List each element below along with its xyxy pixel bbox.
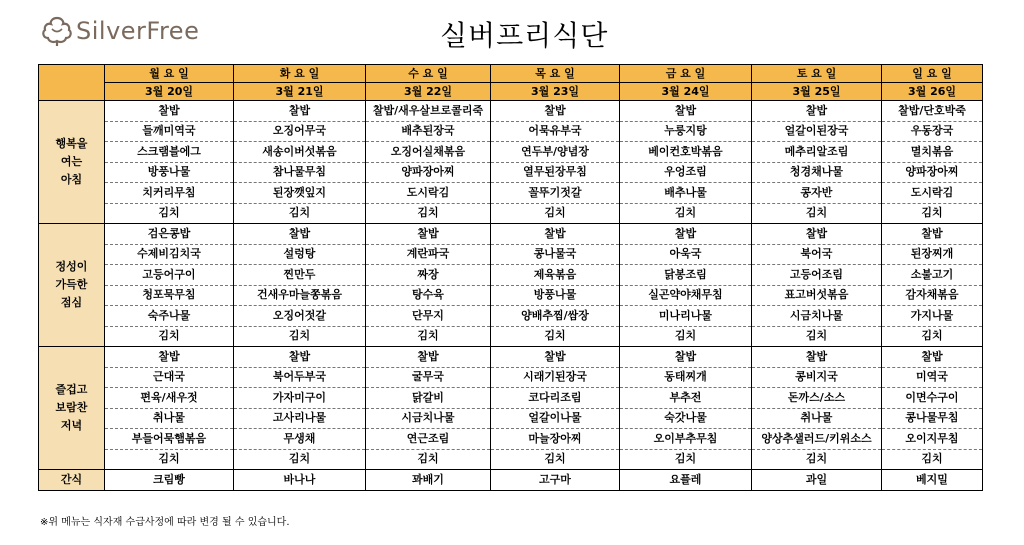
menu-item: 스크램블에그 — [105, 142, 234, 163]
meal-label-line: 보람찬 — [55, 401, 88, 414]
menu-item: 양배추찜/쌈장 — [491, 306, 620, 327]
menu-item: 얼갈이나물 — [491, 408, 620, 429]
menu-item: 양파장아찌 — [366, 162, 491, 183]
menu-item: 김치 — [752, 449, 882, 470]
menu-item: 얼갈이된장국 — [752, 121, 882, 142]
snack-item: 요플레 — [620, 470, 752, 491]
menu-item: 김치 — [491, 449, 620, 470]
menu-item: 숙갓나물 — [620, 408, 752, 429]
menu-item: 된장깻잎지 — [234, 183, 366, 204]
menu-item: 콩나물국 — [491, 244, 620, 265]
date-header: 3월 23일 — [491, 83, 620, 101]
page-header — [0, 0, 1024, 62]
menu-item: 고사리나물 — [234, 408, 366, 429]
day-header: 목 요 일 — [491, 65, 620, 83]
menu-item: 콩나물무침 — [882, 408, 983, 429]
snack-item: 크림빵 — [105, 470, 234, 491]
menu-item: 우동장국 — [882, 121, 983, 142]
menu-item: 김치 — [620, 203, 752, 224]
menu-item: 찰밥 — [234, 347, 366, 368]
menu-item: 시금치나물 — [752, 306, 882, 327]
menu-item: 꼴뚜기젓갈 — [491, 183, 620, 204]
snack-item: 꽈배기 — [366, 470, 491, 491]
menu-item: 김치 — [752, 203, 882, 224]
menu-item: 미나리나물 — [620, 306, 752, 327]
menu-item: 찰밥 — [752, 101, 882, 122]
menu-item: 열무된장무침 — [491, 162, 620, 183]
day-header: 일 요 일 — [882, 65, 983, 83]
menu-item: 닭갈비 — [366, 388, 491, 409]
menu-item: 김치 — [882, 203, 983, 224]
menu-item: 찰밥 — [882, 347, 983, 368]
menu-item: 김치 — [620, 449, 752, 470]
menu-item: 근대국 — [105, 367, 234, 388]
menu-item: 김치 — [105, 449, 234, 470]
menu-item: 김치 — [882, 326, 983, 347]
menu-item: 단무지 — [366, 306, 491, 327]
menu-item: 굴무국 — [366, 367, 491, 388]
menu-item: 새송이버섯볶음 — [234, 142, 366, 163]
meal-label-line: 점심 — [60, 296, 83, 309]
menu-item: 마늘장아찌 — [491, 429, 620, 450]
menu-item: 아욱국 — [620, 244, 752, 265]
menu-item: 탕수육 — [366, 285, 491, 306]
menu-item: 건새우마늘쫑볶음 — [234, 285, 366, 306]
date-header: 3월 20일 — [105, 83, 234, 101]
meal-label-line: 저녁 — [60, 419, 83, 432]
menu-item: 북어두부국 — [234, 367, 366, 388]
menu-item: 연근조림 — [366, 429, 491, 450]
menu-item: 찰밥 — [752, 347, 882, 368]
menu-item: 찰밥 — [105, 347, 234, 368]
menu-item: 양파장아찌 — [882, 162, 983, 183]
menu-item: 오징어실채볶음 — [366, 142, 491, 163]
menu-item: 김치 — [234, 326, 366, 347]
menu-item: 우엉조림 — [620, 162, 752, 183]
menu-item: 오이부추무침 — [620, 429, 752, 450]
menu-item: 시래기된장국 — [491, 367, 620, 388]
meal-label-line: 정성이 — [55, 260, 88, 273]
menu-item: 찰밥 — [491, 101, 620, 122]
meal-label-line: 행복을 — [55, 137, 88, 150]
menu-item: 실곤약야채무침 — [620, 285, 752, 306]
menu-item: 방풍나물 — [105, 162, 234, 183]
lunch-label — [39, 224, 105, 347]
menu-item: 오징어무국 — [234, 121, 366, 142]
meal-label-line: 아침 — [60, 173, 83, 186]
day-header: 월 요 일 — [105, 65, 234, 83]
menu-item: 부들어묵햄볶음 — [105, 429, 234, 450]
page-title: 실버프리식단 — [440, 19, 609, 52]
menu-item: 베이컨호박볶음 — [620, 142, 752, 163]
menu-item: 찰밥 — [234, 101, 366, 122]
menu-item: 가자미구이 — [234, 388, 366, 409]
menu-item: 찐만두 — [234, 265, 366, 286]
menu-item: 찰밥/단호박죽 — [882, 101, 983, 122]
menu-item: 김치 — [366, 326, 491, 347]
menu-item: 김치 — [752, 326, 882, 347]
brand-logo — [40, 14, 199, 48]
menu-item: 김치 — [620, 326, 752, 347]
menu-item: 숙주나물 — [105, 306, 234, 327]
date-header: 3월 25일 — [752, 83, 882, 101]
menu-item: 미역국 — [882, 367, 983, 388]
menu-item: 닭봉조림 — [620, 265, 752, 286]
menu-item: 치커리무침 — [105, 183, 234, 204]
menu-item: 콩자반 — [752, 183, 882, 204]
menu-item: 방풍나물 — [491, 285, 620, 306]
menu-item: 김치 — [366, 203, 491, 224]
menu-item: 김치 — [105, 326, 234, 347]
menu-item: 찰밥 — [366, 347, 491, 368]
menu-item: 계란파국 — [366, 244, 491, 265]
menu-item: 제육볶음 — [491, 265, 620, 286]
menu-item: 짜장 — [366, 265, 491, 286]
menu-item: 메추리알조림 — [752, 142, 882, 163]
menu-item: 김치 — [234, 203, 366, 224]
menu-item: 돈까스/소스 — [752, 388, 882, 409]
menu-item: 고등어조림 — [752, 265, 882, 286]
snack-item: 고구마 — [491, 470, 620, 491]
date-header: 3월 24일 — [620, 83, 752, 101]
menu-item: 고등어구이 — [105, 265, 234, 286]
meal-label-line: 즐겁고 — [55, 383, 88, 396]
menu-item: 취나물 — [752, 408, 882, 429]
menu-item: 찰밥 — [620, 101, 752, 122]
menu-item: 찰밥 — [620, 224, 752, 245]
snack-item: 베지밀 — [882, 470, 983, 491]
menu-item: 표고버섯볶음 — [752, 285, 882, 306]
menu-item: 누룽지탕 — [620, 121, 752, 142]
menu-item: 양상추샐러드/키위소스 — [752, 429, 882, 450]
menu-item: 찰밥 — [366, 224, 491, 245]
menu-item: 설렁탕 — [234, 244, 366, 265]
day-header: 토 요 일 — [752, 65, 882, 83]
menu-item: 찰밥 — [620, 347, 752, 368]
menu-item: 청포묵무침 — [105, 285, 234, 306]
menu-item: 연두부/양념장 — [491, 142, 620, 163]
meal-label-line: 여는 — [60, 155, 83, 168]
menu-item: 찰밥 — [491, 224, 620, 245]
menu-item: 코다리조림 — [491, 388, 620, 409]
menu-item: 김치 — [366, 449, 491, 470]
meal-label-line: 가득한 — [55, 278, 88, 291]
menu-item: 콩비지국 — [752, 367, 882, 388]
menu-item: 소불고기 — [882, 265, 983, 286]
menu-item: 김치 — [882, 449, 983, 470]
menu-item: 찰밥 — [752, 224, 882, 245]
menu-item: 멸치볶음 — [882, 142, 983, 163]
weekly-menu-table — [38, 64, 983, 491]
dinner-label — [39, 347, 105, 470]
date-header: 3월 26일 — [882, 83, 983, 101]
menu-item: 가지나물 — [882, 306, 983, 327]
cotton-flower-icon — [40, 14, 74, 48]
menu-item: 취나물 — [105, 408, 234, 429]
menu-item: 오이지무침 — [882, 429, 983, 450]
menu-item: 이면수구이 — [882, 388, 983, 409]
menu-item: 감자채볶음 — [882, 285, 983, 306]
menu-item: 북어국 — [752, 244, 882, 265]
menu-item: 김치 — [105, 203, 234, 224]
day-header: 금 요 일 — [620, 65, 752, 83]
breakfast-label — [39, 101, 105, 224]
menu-item: 들깨미역국 — [105, 121, 234, 142]
snack-item: 바나나 — [234, 470, 366, 491]
menu-item: 편육/새우젓 — [105, 388, 234, 409]
footnote: ※위 메뉴는 식자재 수급사정에 따라 변경 될 수 있습니다. — [40, 517, 290, 528]
menu-item: 동태찌개 — [620, 367, 752, 388]
menu-item: 찰밥 — [882, 224, 983, 245]
snack-label: 간식 — [39, 470, 105, 491]
menu-item: 청경채나물 — [752, 162, 882, 183]
menu-item: 참나물무침 — [234, 162, 366, 183]
menu-item: 김치 — [491, 326, 620, 347]
snack-item: 과일 — [752, 470, 882, 491]
date-header: 3월 22일 — [366, 83, 491, 101]
menu-item: 찰밥 — [234, 224, 366, 245]
menu-item: 배추된장국 — [366, 121, 491, 142]
menu-item: 오징어젓갈 — [234, 306, 366, 327]
menu-item: 찰밥 — [491, 347, 620, 368]
header-corner — [39, 65, 105, 101]
menu-item: 시금치나물 — [366, 408, 491, 429]
menu-item: 배추나물 — [620, 183, 752, 204]
menu-item: 김치 — [491, 203, 620, 224]
menu-item: 부추전 — [620, 388, 752, 409]
date-header: 3월 21일 — [234, 83, 366, 101]
menu-item: 수제비김치국 — [105, 244, 234, 265]
day-header: 수 요 일 — [366, 65, 491, 83]
menu-item: 검은콩밥 — [105, 224, 234, 245]
day-header: 화 요 일 — [234, 65, 366, 83]
menu-item: 도시락김 — [882, 183, 983, 204]
menu-item: 도시락김 — [366, 183, 491, 204]
menu-item: 무생채 — [234, 429, 366, 450]
menu-item: 김치 — [234, 449, 366, 470]
menu-item: 어묵유부국 — [491, 121, 620, 142]
logo-text: SilverFree — [76, 17, 200, 45]
menu-item: 찰밥 — [105, 101, 234, 122]
menu-item: 찰밥/새우살브로콜리죽 — [366, 101, 491, 122]
menu-item: 된장찌개 — [882, 244, 983, 265]
